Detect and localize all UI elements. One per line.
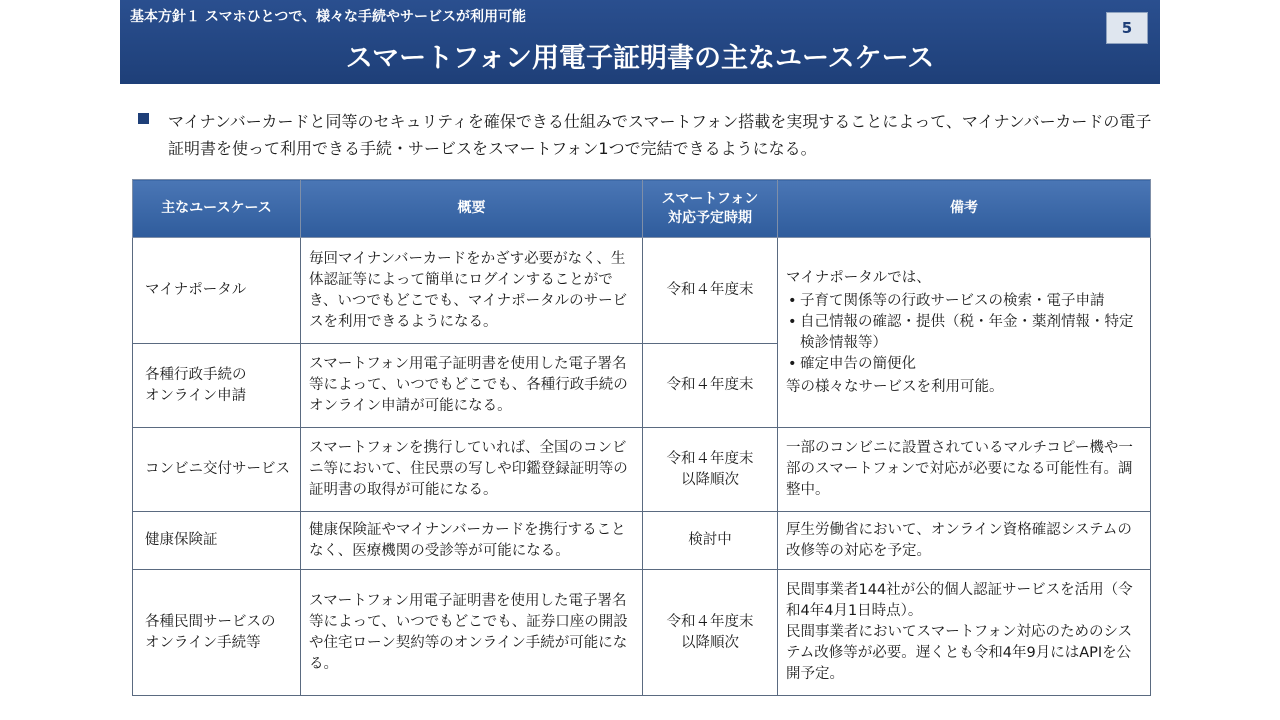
summary-cell: スマートフォン用電子証明書を使用した電子署名等によって、いつでもどこでも、証券口座の開設や住宅ローン契約等のオンライン手続が可能になる。: [301, 570, 643, 696]
table-header-row: [133, 180, 1151, 238]
timing-cell: 検討中: [643, 512, 778, 570]
summary-cell: スマートフォン用電子証明書を使用した電子署名等によって、いつでもどこでも、各種行政手続のオンライン申請が可能になる。: [301, 344, 643, 428]
header-timing: スマートフォン 対応予定時期: [643, 180, 778, 238]
use-case-cell: コンビニ交付サービス: [133, 428, 301, 512]
intro-bullet: [138, 108, 1160, 162]
notes-list: [786, 291, 1142, 375]
header-use-case: 主なユースケース: [133, 180, 301, 238]
use-case-cell: 各種民間サービスの オンライン手続等: [133, 570, 301, 696]
timing-cell: 令和４年度末 以降順次: [643, 570, 778, 696]
timing-cell: 令和４年度末: [643, 238, 778, 344]
list-item: • 子育て関係等の行政サービスの検索・電子申請: [786, 291, 1142, 312]
timing-cell: 令和４年度末: [643, 344, 778, 428]
timing-cell: 令和４年度末 以降順次: [643, 428, 778, 512]
table-row: [133, 570, 1151, 696]
header-banner: [120, 0, 1160, 84]
page-number: 5: [1106, 12, 1148, 44]
table-row: [133, 238, 1151, 344]
use-case-cell: マイナポータル: [133, 238, 301, 344]
header-notes: 備考: [778, 180, 1151, 238]
header-subtitle: 基本方針１ スマホひとつで、様々な手続やサービスが利用可能: [130, 9, 527, 25]
notes-cell: 民間事業者144社が公的個人認証サービスを活用（令和4年4月1日時点）。 民間事業者においてスマートフォン対応のためのシステム改修等が必要。遅くとも令和4年9月にはAPIを公開予定。: [778, 570, 1151, 696]
notes-cell-merged: [778, 238, 1151, 428]
notes-cell: 厚生労働省において、オンライン資格確認システムの改修等の対応を予定。: [778, 512, 1151, 570]
square-bullet-icon: [138, 113, 149, 124]
page-title: スマートフォン用電子証明書の主なユースケース: [345, 43, 935, 74]
intro-text: マイナンバーカードと同等のセキュリティを確保できる仕組みでスマートフォン搭載を実現することによって、マイナンバーカードの電子証明書を使って利用できる手続・サービスをスマートフォン1つで完結できるようになる。: [168, 112, 1152, 158]
use-case-table: [132, 179, 1151, 696]
use-case-cell: 健康保険証: [133, 512, 301, 570]
table-row: [133, 512, 1151, 570]
list-item: • 自己情報の確認・提供（税・年金・薬剤情報・特定検診情報等）: [786, 312, 1142, 354]
notes-cell: 一部のコンビニに設置されているマルチコピー機や一部のスマートフォンで対応が必要になる可能性有。調整中。: [778, 428, 1151, 512]
header-summary: 概要: [301, 180, 643, 238]
summary-cell: 健康保険証やマイナンバーカードを携行することなく、医療機関の受診等が可能になる。: [301, 512, 643, 570]
summary-cell: スマートフォンを携行していれば、全国のコンビニ等において、住民票の写しや印鑑登録証明等の証明書の取得が可能になる。: [301, 428, 643, 512]
table-row: [133, 428, 1151, 512]
notes-outro: 等の様々なサービスを利用可能。: [786, 378, 1004, 395]
summary-cell: 毎回マイナンバーカードをかざす必要がなく、生体認証等によって簡単にログインすることができ、いつでもどこでも、マイナポータルのサービスを利用できるようになる。: [301, 238, 643, 344]
use-case-cell: 各種行政手続の オンライン申請: [133, 344, 301, 428]
list-item: • 確定申告の簡便化: [786, 354, 1142, 375]
notes-intro: マイナポータルでは、: [786, 269, 931, 286]
